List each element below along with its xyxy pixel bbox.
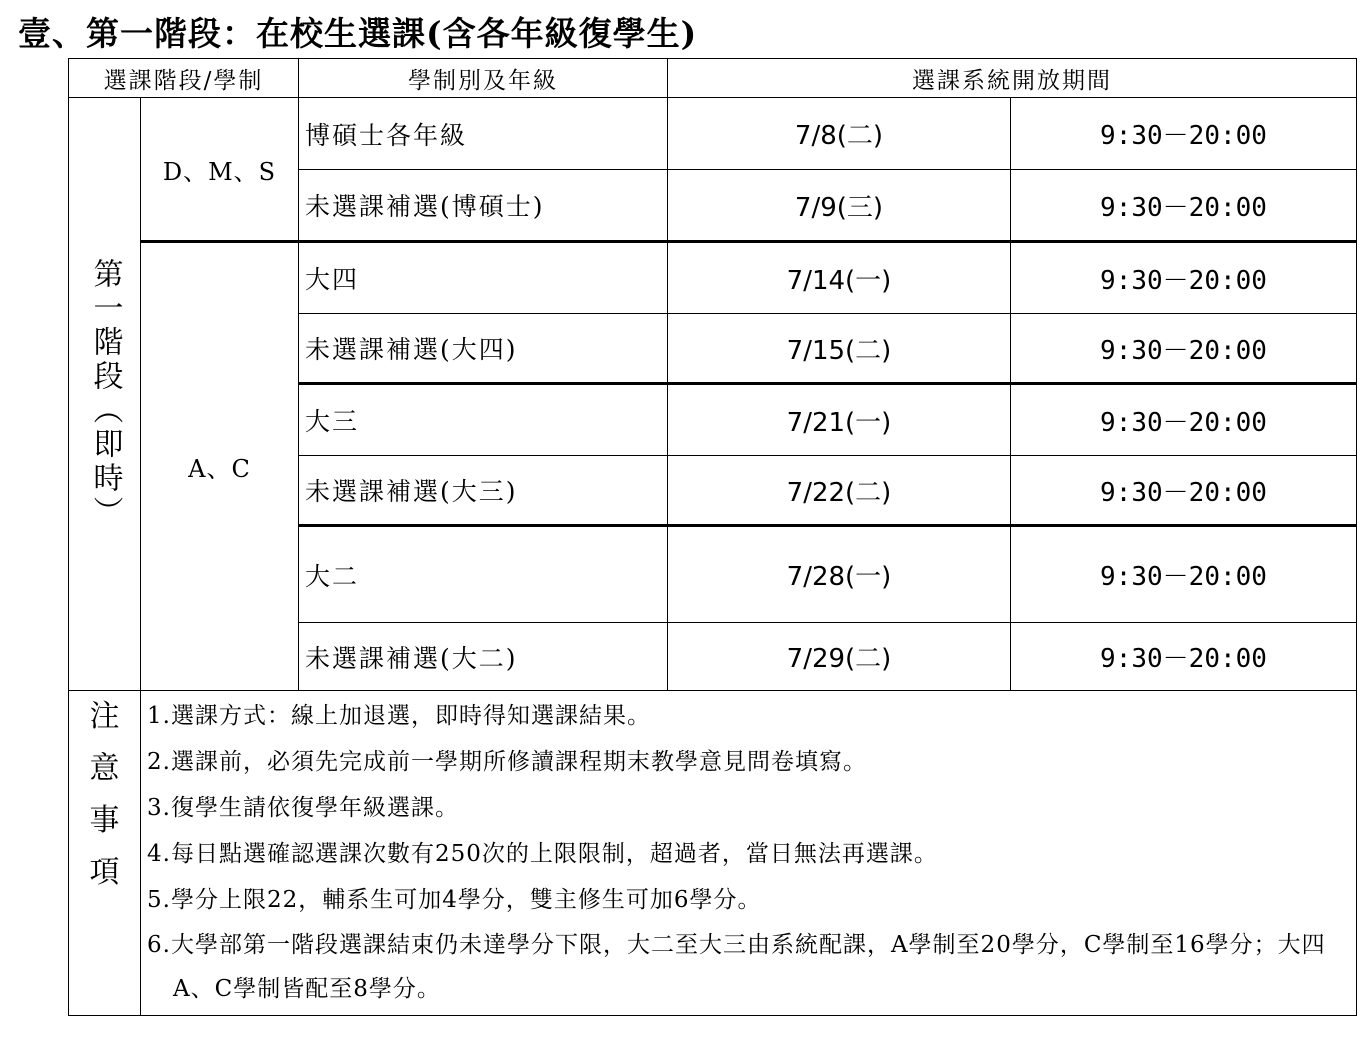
table-header-row [69,59,1357,98]
grade-cell: 未選課補選(大二) [299,623,668,691]
header-stage-program: 選課階段/學制 [69,59,299,98]
table-row [69,98,1357,170]
note-item: 6.大學部第一階段選課結束仍未達學分下限，大二至大三由系統配課，A學制至20學分，C學制至16學分；大四A、C學制皆配至8學分。 [147,932,1326,1002]
grade-cell: 博碩士各年級 [299,98,668,170]
notes-label-char: 注 [89,699,120,734]
grade-cell: 大三 [299,384,668,456]
notes-row [69,691,1357,1016]
time-cell: 9:30－20:00 [1011,242,1357,314]
notes-label-char: 意 [89,751,120,786]
program-dms: D、M、S [141,98,299,242]
note-item: 2.選課前，必須先完成前一學期所修讀課程期末教學意見問卷填寫。 [147,749,867,775]
time-cell: 9:30－20:00 [1011,623,1357,691]
time-cell: 9:30－20:00 [1011,384,1357,456]
date-cell: 7/15(二) [668,314,1011,384]
date-cell: 7/29(二) [668,623,1011,691]
program-ac: A、C [141,242,299,691]
date-cell: 7/22(二) [668,456,1011,526]
note-item: 3.復學生請依復學年級選課。 [147,795,459,821]
page-title: 壹、第一階段：在校生選課(含各年級復學生) [18,14,698,53]
table-row [69,242,1357,314]
notes-label-char: 項 [89,855,120,890]
header-period: 選課系統開放期間 [668,59,1357,98]
notes-label-char: 事 [89,803,120,838]
note-item: 5.學分上限22，輔系生可加4學分，雙主修生可加6學分。 [147,887,762,913]
date-cell: 7/28(一) [668,526,1011,623]
notes-content [141,691,1357,1016]
header-grade: 學制別及年級 [299,59,668,98]
grade-cell: 未選課補選(博碩士) [299,170,668,242]
course-selection-schedule-table [68,58,1357,1016]
grade-cell: 未選課補選(大四) [299,314,668,384]
time-cell: 9:30－20:00 [1011,314,1357,384]
stage-label: 第一階段︵即時︶ [69,98,141,691]
date-cell: 7/8(二) [668,98,1011,170]
grade-cell: 大四 [299,242,668,314]
note-item: 1.選課方式：線上加退選，即時得知選課結果。 [147,703,651,729]
time-cell: 9:30－20:00 [1011,98,1357,170]
time-cell: 9:30－20:00 [1011,456,1357,526]
grade-cell: 未選課補選(大三) [299,456,668,526]
grade-cell: 大二 [299,526,668,623]
date-cell: 7/21(一) [668,384,1011,456]
notes-label [69,691,141,1016]
time-cell: 9:30－20:00 [1011,170,1357,242]
time-cell: 9:30－20:00 [1011,526,1357,623]
note-item: 4.每日點選確認選課次數有250次的上限限制，超過者，當日無法再選課。 [147,841,938,867]
date-cell: 7/14(一) [668,242,1011,314]
date-cell: 7/9(三) [668,170,1011,242]
